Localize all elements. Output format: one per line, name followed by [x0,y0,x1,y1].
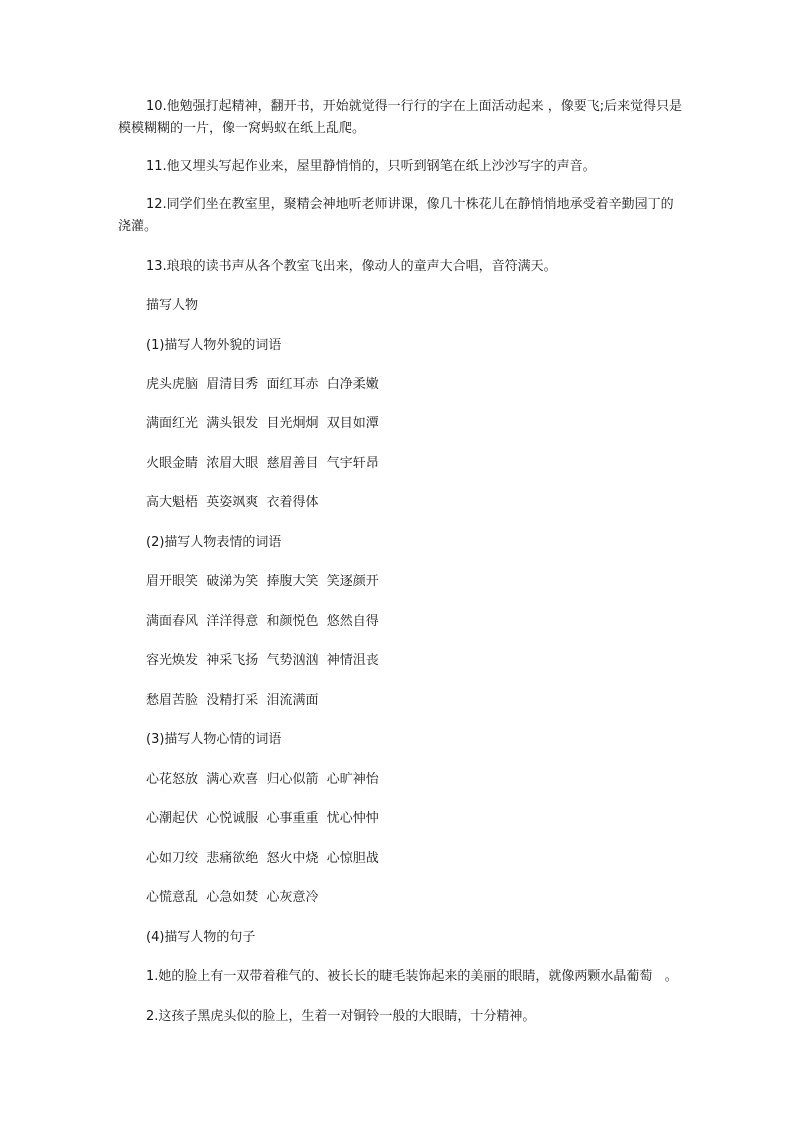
paragraph-11: 11.他又埋头写起作业来，屋里静悄悄的，只听到钢笔在纸上沙沙写字的声音。 [146,159,596,174]
sentence-line: 2.这孩子黑虎头似的脸上，生着一对铜铃一般的大眼睛，十分精神。 [146,1009,536,1024]
section-heading: 描写人物 [146,298,199,313]
word-list-line: 虎头虎脑 眉清目秀 面红耳赤 白净柔嫩 [146,377,379,392]
word-list-line: 心花怒放 满心欢喜 归心似箭 心旷神怡 [146,772,379,787]
word-list-line: 满面红光 满头银发 目光炯炯 双目如潭 [146,416,379,431]
word-list-line: 心潮起伏 心悦诚服 心事重重 忧心忡忡 [146,811,379,826]
paragraph-10: 10.他勉强打起精神，翻开书，开始就觉得一行行的字在上面活动起来 ，像要飞;后来觉得只是模模糊糊的一片，像一窝蚂蚁在纸上乱爬。 [118,99,683,136]
word-list-line: 容光焕发 神采飞扬 气势汹汹 神情沮丧 [146,653,379,668]
word-list-line: 高大魁梧 英姿飒爽 衣着得体 [146,495,319,510]
subheading-expression: (2)描写人物表情的词语 [146,535,282,550]
word-list-line: 火眼金睛 浓眉大眼 慈眉善目 气宇轩昂 [146,456,379,471]
subheading-sentences: (4)描写人物的句子 [146,930,256,945]
word-list-line: 心慌意乱 心急如焚 心灰意冷 [146,890,319,905]
paragraph-12: 12.同学们坐在教室里，聚精会神地听老师讲课，像几十株花儿在静悄悄地承受着辛勤园丁的浇灌。 [118,197,674,234]
sentence-line: 1.她的脸上有一双带着稚气的、被长长的睫毛装饰起来的美丽的眼睛，就像两颗水晶葡萄 。 [146,969,678,984]
word-list-line: 眉开眼笑 破涕为笑 捧腹大笑 笑逐颜开 [146,574,379,589]
paragraph-13: 13.琅琅的读书声从各个教室飞出来，像动人的童声大合唱，音符满天。 [146,259,557,274]
subheading-appearance: (1)描写人物外貌的词语 [146,338,282,353]
word-list-line: 心如刀绞 悲痛欲绝 怒火中烧 心惊胆战 [146,851,379,866]
word-list-line: 满面春风 洋洋得意 和颜悦色 悠然自得 [146,614,379,629]
word-list-line: 愁眉苦脸 没精打采 泪流满面 [146,693,319,708]
subheading-mood: (3)描写人物心情的词语 [146,732,282,747]
